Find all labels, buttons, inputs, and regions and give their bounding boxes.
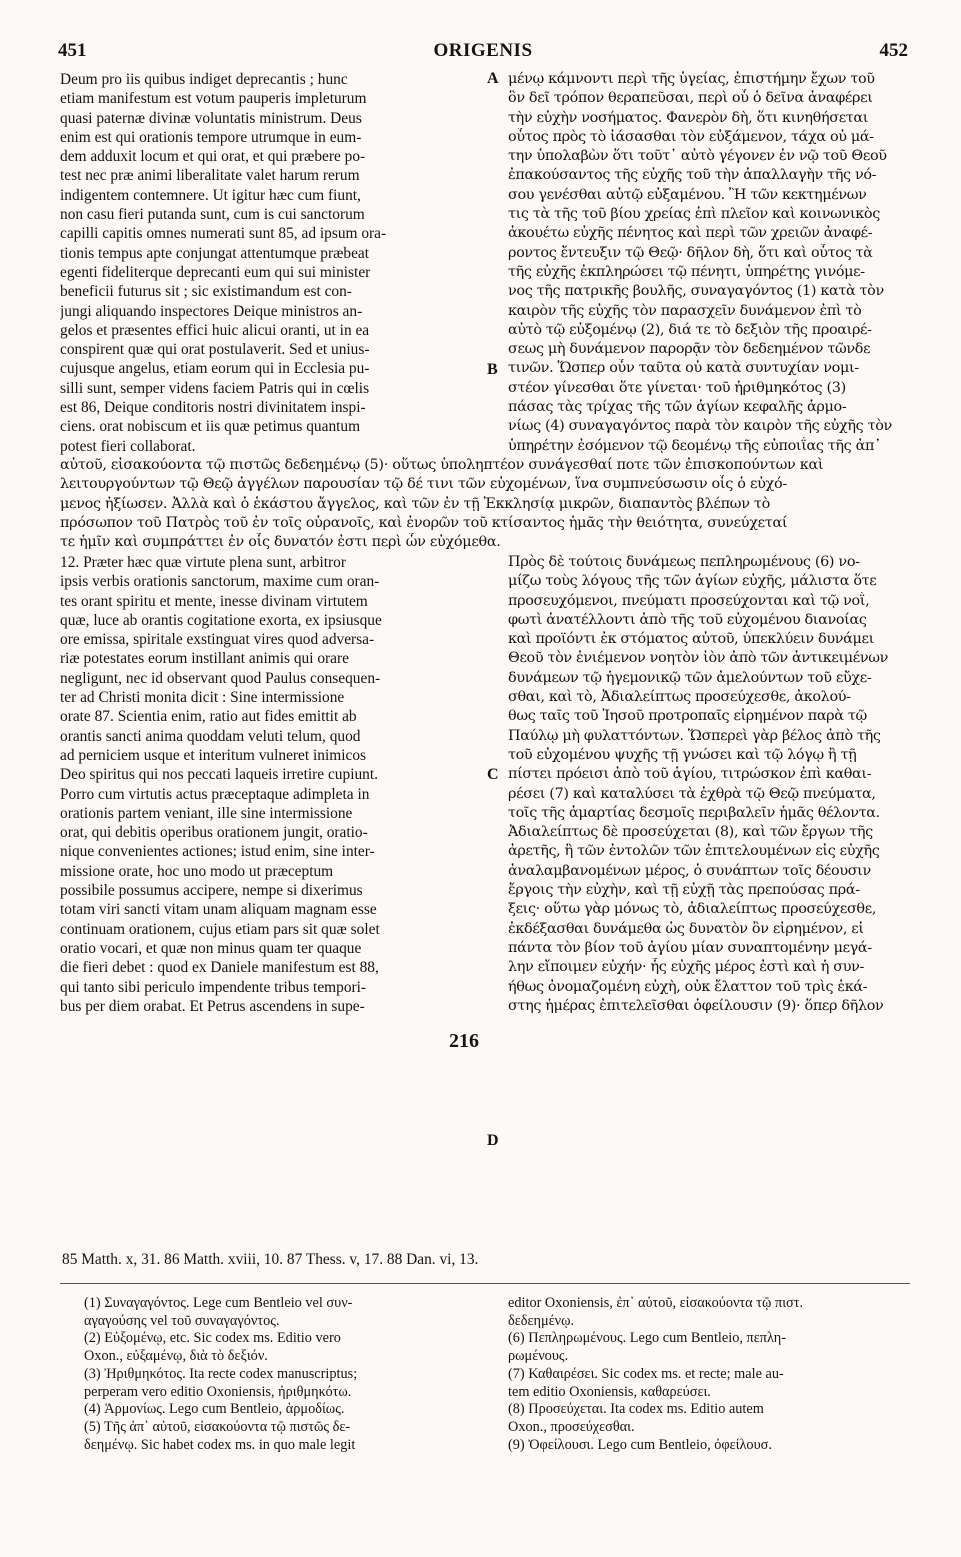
footnote-line: δεημένῳ. Sic habet codex ms. in quo male legit — [84, 1436, 356, 1453]
section-marker-b: B — [487, 361, 498, 378]
text-line: totam viri sancti vitam unam aliquam magnam esse — [60, 901, 377, 919]
text-line: oratio vocari, et quæ non minus quam ter quaque — [60, 939, 362, 957]
text-line: jungi aliquando inspectores Deique ministros an- — [60, 302, 363, 320]
greek-full-width — [60, 456, 910, 552]
text-line: indigentem contemnere. Ut igitur hæc cum fiunt, — [60, 186, 361, 204]
text-line: Deum pro iis quibus indiget deprecantis ; hunc — [60, 71, 348, 88]
text-line: etiam manifestum est votum pauperis impleturum — [60, 90, 367, 108]
text-line: ἐκδέξασθαι δυνάμεθα ὡς δυνατὸν ὂν εἰρημένον, εἰ — [508, 920, 864, 937]
footnote-line: Oxon., εὐξαμένῳ, διὰ τὸ δεξιόν. — [84, 1348, 268, 1365]
footnote-line: (3) Ἠριθμηκότος. Ita recte codex manuscriptus; — [84, 1365, 358, 1382]
footnote-line: (9) Ὀφείλουσι. Lego cum Bentleio, ὀφείλουσ. — [508, 1436, 772, 1453]
text-line: test nec præ animi liberalitate valet harum rerum — [60, 167, 360, 185]
footnote-line: (2) Εὐξομένῳ, etc. Sic codex ms. Editio vero — [84, 1330, 341, 1347]
text-line: 12. Præter hæc quæ virtute plena sunt, arbitror — [60, 554, 346, 571]
text-line: continuam orationem, cujus etiam pars sit quæ solet — [60, 920, 380, 938]
text-line: ad perniciem usque et interitum vulneret inimicos — [60, 746, 367, 764]
section-marker-a: A — [487, 70, 499, 87]
text-line: dem adduxit locum et qui orat, et qui præbere po- — [60, 148, 366, 166]
page-number-right: 452 — [879, 40, 908, 61]
text-line: λειτουργούντων τῷ Θεῷ ἀγγέλων παρουσίαν τῷ δέ τινι τῶν εὐχομένων, ἵνα συμπνεύσωσιν οἷς ὁ εὐχό- — [60, 476, 787, 493]
text-line: ὑπηρέτην ἐσόμενον τῷ δεομένῳ τῆς εὐποιΐας τῆς ἀπ᾽ — [508, 437, 881, 454]
footnotes-left — [84, 1295, 482, 1454]
greek-column-bottom — [508, 553, 908, 1016]
text-line: ipsis verbis orationis sanctorum, maxime cum oran- — [60, 573, 380, 591]
text-line: πίστει πρόεισι ἀπὸ τοῦ ἁγίου, τιτρώσκον ἐπὶ καθαι- — [508, 766, 872, 783]
margin-page-number: 216 — [449, 1030, 479, 1052]
footnote-line: tem editio Oxoniensis, καθαρεύσει. — [508, 1383, 711, 1400]
text-line: ter ad Christi monita dicit : Sine intermissione — [60, 689, 345, 707]
page-header — [58, 40, 908, 64]
text-line: die fieri debet : quod ex Daniele manifestum est 88, — [60, 959, 379, 977]
text-line: Ἀδιαλείπτως δὲ προσεύχεται (8), καὶ τῶν ἔργων τῆς — [508, 824, 873, 841]
text-line: orate 87. Scientia enim, ratio aut fides emittit ab — [60, 708, 357, 726]
text-line: οὗτος πρὸς τὸ ἰάσασθαι τὸν εὐξάμενον, τάχα οὐ μά- — [508, 128, 874, 145]
text-line: στέον γίνεσθαι ὅτε γίνεται· τοῦ ἠριθμηκότος (3) — [508, 379, 846, 396]
text-line: missione orate, hoc uno modo ut præceptum — [60, 862, 334, 880]
text-line: bus per diem orabat. Et Petrus ascendens in supe- — [60, 997, 365, 1015]
text-line: riæ potestates eorum instillant animis qui orare — [60, 650, 349, 668]
text-line: ore emissa, spiritale exstinguat vires quod adversa- — [60, 631, 375, 649]
text-line: quasi paternæ divinæ voluntatis ministrum. Deus — [60, 109, 362, 127]
text-line: λην εἴποιμεν εὐχήν· ἧς εὐχῆς μέρος ἐστὶ καὶ ἡ συν- — [508, 959, 865, 976]
text-line: ρέσει (7) καὶ καταλύσει τὰ ἐχθρὰ τῷ Θεῷ πνεύματα, — [508, 785, 876, 802]
section-marker-d: D — [487, 1132, 499, 1149]
text-line: est 86, Deique conditoris nostri divinitatem inspi- — [60, 399, 366, 417]
text-line: Παύλῳ μὴ φυλαττόντων. Ὥσπερεὶ γὰρ βέλος ἀπὸ τῆς — [508, 727, 881, 744]
text-line: στης ἡμέρας ἐπιτελεῖσθαι ὀφείλουσιν (9)· ὅπερ δῆλον — [508, 997, 884, 1014]
text-line: καιρὸν τῆς εὐχῆς τὸν παρασχεῖν δυνάμενον ἐπὶ τὸ — [508, 302, 862, 319]
text-line: possibile possumus accipere, nempe si dixerimus — [60, 882, 363, 900]
text-line: orantis sancti anima quoddam veluti telum, quod — [60, 727, 361, 745]
text-line: μίζω τοὺς λόγους τῆς τῶν ἁγίων εὐχῆς, μάλιστα ὅτε — [508, 573, 877, 590]
text-line: conspirent quæ qui orat postulaverit. Sed et unius- — [60, 341, 370, 359]
text-line: non casu fieri putanda sunt, cum is cui sanctorum — [60, 206, 365, 224]
text-line: silli sunt, semper videns faciem Patris qui in cœlis — [60, 379, 370, 397]
text-line: ήθως ὀνομαζομένη εὐχὴ, οὐκ ἔλαττον τοῦ τρὶς ἑκά- — [508, 978, 868, 995]
text-line: orationis partem veniant, ille sine intermissione — [60, 804, 353, 822]
text-line: τὴν εὐχὴν νοσήματος. Φανερὸν δὴ, ὅτι κινηθήσεται — [508, 109, 869, 126]
text-line: ἀρετῆς, ἢ τῶν ἐντολῶν τῶν ἐπιτελουμένων εἰς εὐχῆς — [508, 843, 880, 860]
footnote-line: (6) Πεπληρωμένους. Lego cum Bentleio, πεπλη- — [508, 1330, 787, 1347]
text-line: τε ἡμῖν καὶ συμπράττει ἐν οἷς δυνατόν ἐστι περὶ ὧν εὐχόμεθα. — [60, 534, 501, 551]
text-line: Deo spiritus qui nos peccati laqueis irretire cupiunt. — [60, 766, 378, 784]
text-line: ὃν δεῖ τρόπον θεραπεῦσαι, περὶ οὗ ὁ δεῖνα ἀναφέρει — [508, 90, 873, 107]
text-line: προσευχόμενοι, πνεύματι προσεύχονται καὶ τῷ νοῒ, — [508, 592, 870, 609]
text-line: ciens. orat nobiscum et iis quæ petimus quantum — [60, 418, 361, 436]
running-title: ORIGENIS — [433, 40, 533, 61]
section-marker-c: C — [487, 766, 499, 783]
text-line: πρόσωπον τοῦ Πατρὸς τοῦ ἐν τοῖς οὐρανοῖς, καὶ ἐνορῶν τοῦ κτίσαντος ἡμᾶς τὴν θειότητα, συνεύχεταί — [60, 514, 788, 531]
text-line: nique convenientes actiones; istud enim, sine inter- — [60, 843, 375, 861]
text-line: quæ, luce ab orantis cogitatione exorta, ex ipsiusque — [60, 611, 382, 629]
text-line: tes orant spiritu et mente, inesse divinam virtutem — [60, 592, 368, 610]
text-line: ἀκουέτω εὐχῆς πένητος καὶ περὶ τῶν χρειῶν ἀναφέ- — [508, 225, 873, 242]
text-line: τοῖς τῆς ἁμαρτίας δεσμοῖς περιβαλεῖν ἡμᾶς θέλοντα. — [508, 804, 880, 821]
text-line: καὶ προϊόντι ἐκ στόματος αὐτοῦ, ὑπεκλύειν δυνάμει — [508, 631, 874, 648]
text-line: νίως (4) συναγαγόντος παρὰ τὸν καιρὸν τῆς εὐχῆς τὸν — [508, 418, 892, 435]
text-line: ροντος ἔντευξιν τῷ Θεῷ· δῆλον δὴ, ὅτι καὶ οὗτος τὰ — [508, 244, 873, 261]
text-line: τῆς εὐχῆς ἐκπληρώσει τῷ πένητι, ὑπηρέτης γινόμε- — [508, 263, 865, 280]
text-line: δυνάμεων τῷ ἡγεμονικῷ τῶν ἀμελούντων τοῦ εὔχε- — [508, 669, 872, 686]
text-line: enim est qui orationis tempore utrumque in eum- — [60, 128, 362, 146]
text-line: μενος ἠξίωσεν. Ἀλλὰ καὶ ὁ ἑκάστου ἄγγελος, καὶ τῶν ἐν τῇ Ἐκκλησίᾳ μικρῶν, διαπαντὸς βλέπων τὸ — [60, 495, 770, 512]
text-line: tionis tempus apte conjungat attentumque præbeat — [60, 244, 370, 262]
text-line: orat, qui debitis operibus orationem jungit, oratio- — [60, 824, 368, 842]
text-line: cujusque angelus, etiam eorum qui in Ecclesia pu- — [60, 360, 370, 378]
text-line: μένῳ κάμνοντι περὶ τῆς ὑγείας, ἐπιστήμην ἔχων τοῦ — [508, 71, 875, 87]
text-line: πάσας τὰς τρίχας τῆς τῶν ἁγίων κεφαλῆς ἁρμο- — [508, 399, 847, 416]
footnote-line: (1) Συναγαγόντος. Lege cum Bentleio vel συν- — [84, 1295, 353, 1311]
page-number-left: 451 — [58, 40, 87, 61]
text-line: ἀναλαμβανομένων μέρος, ὁ συνάπτων τοῖς δέουσιν — [508, 862, 871, 879]
text-line: σεως μὴ δυνάμενον παρορᾷν τὸν δεδεημένον τῶνδε — [508, 341, 871, 358]
footnotes-right — [508, 1295, 910, 1454]
latin-column-top — [60, 70, 480, 456]
footnote-line: perperam vero editio Oxoniensis, ἠριθμηκότω. — [84, 1383, 352, 1400]
footnote-line: (4) Ἁρμονίως. Lego cum Bentleio, ἁρμοδίως. — [84, 1401, 345, 1418]
footnote-divider — [60, 1283, 910, 1284]
text-line: capilli capitis omnes numerati sunt 85, ad ipsum ora- — [60, 225, 387, 243]
text-line: αὐτὸ τῷ εὐξομένῳ (2), διά τε τὸ δεξιὸν τῆς προαιρέ- — [508, 321, 872, 338]
text-line: ἔργοις τὴν εὐχὴν, καὶ τῇ εὐχῇ τὰς πρεπούσας πρά- — [508, 882, 860, 899]
footnote-line: αγαγούσης vel τοῦ συναγαγόντος. — [84, 1312, 280, 1329]
text-line: ἐπακούσαντος τῆς εὐχῆς τοῦ τὴν ἀπαλλαγὴν τῆς νό- — [508, 167, 877, 184]
text-line: gelos et præsentes effici huic alicui oranti, ut in ea — [60, 321, 370, 339]
text-line: Porro cum virtutis actus præceptaque adimpleta in — [60, 785, 370, 803]
footnote-line: editor Oxoniensis, ἐπ᾽ αὐτοῦ, εἰσακούοντα τῷ πιστ. — [508, 1295, 804, 1311]
text-line: negligunt, nec id observant quod Paulus consequen- — [60, 669, 381, 687]
text-line: νος τῆς πατρικῆς βουλῆς, συναγαγόντος (1) κατὰ τὸν — [508, 283, 884, 300]
greek-column-top — [508, 70, 908, 456]
text-line: τοῦ εὐχομένου ψυχῆς τῇ γνώσει καὶ τῷ λόγῳ ἢ τῇ — [508, 746, 857, 763]
text-line: potest fieri collaborat. — [60, 437, 196, 455]
text-line: beneficii futurus sit ; sic existimandum est con- — [60, 283, 352, 301]
text-line: egenti fideliterque deprecanti eum qui sui minister — [60, 263, 371, 281]
text-line: πάντα τὸν βίον τοῦ ἁγίου μίαν συναπτομένην μεγά- — [508, 939, 872, 956]
text-line: την ὑπολαβὼν ὅτι τοῦτ᾽ αὐτὸ γέγονεν ἐν νῷ τοῦ Θεοῦ — [508, 148, 887, 165]
text-line: ξεις· οὕτω γὰρ μόνως τὸ, ἀδιαλείπτως προσεύχεσθε, — [508, 901, 877, 918]
footnote-line: δεδεημένῳ. — [508, 1312, 575, 1329]
footnote-line: (8) Προσεύχεται. Ita codex ms. Editio autem — [508, 1401, 764, 1418]
text-line: φωτὶ ἀνατέλλοντι ἀπὸ τῆς τοῦ εὐχομένου διανοίας — [508, 611, 867, 628]
footnote-line: (7) Καθαιρέσει. Sic codex ms. et recte; male au- — [508, 1365, 784, 1382]
scripture-references: 85 Matth. x, 31. 86 Matth. xviii, 10. 87 Thess. v, 17. 88 Dan. vi, 13. — [62, 1251, 479, 1268]
text-line: θως ταῖς τοῦ Ἰησοῦ προτροπαῖς εἰρημένον παρὰ τῷ — [508, 708, 867, 725]
footnote-line: Oxon., προσεύχεσθαι. — [508, 1418, 635, 1435]
text-line: qui tanto sibi periculo impendente tribus tempori- — [60, 978, 367, 996]
text-line: τις τὰ τῆς τοῦ βίου χρείας ἐπὶ πλεῖον καὶ κοινωνικὸς — [508, 206, 880, 223]
text-line: σθαι, καὶ τὸ, Ἀδιαλείπτως προσεύχεσθε, ἀκολού- — [508, 689, 851, 706]
text-line: Θεοῦ τὸν ἐνιέμενον νοητὸν ἰὸν ἀπὸ τῶν ἀντικειμένων — [508, 650, 889, 667]
text-line: αὐτοῦ, εἰσακούοντα τῷ πιστῶς δεδεημένῳ (5)· οὕτως ὑποληπτέον συνάγεσθαί ποτε τῶν ἐπισκοπούντων καὶ — [60, 457, 824, 473]
latin-column-bottom — [60, 553, 480, 1016]
footnote-line: (5) Τῆς ἀπ᾽ αὐτοῦ, εἰσακούοντα τῷ πιστῶς δε- — [84, 1418, 351, 1435]
text-line: σου γενέσθαι αὐτῷ εὐξαμένου. Ἢ τῶν κεκτημένων — [508, 186, 867, 203]
text-line: τινῶν. Ὥσπερ οὖν ταῦτα οὐ κατὰ συντυχίαν νομι- — [508, 360, 859, 377]
text-line: Πρὸς δὲ τούτοις δυνάμεως πεπληρωμένους (6) νο- — [508, 554, 860, 570]
footnote-line: ρωμένους. — [508, 1348, 569, 1365]
